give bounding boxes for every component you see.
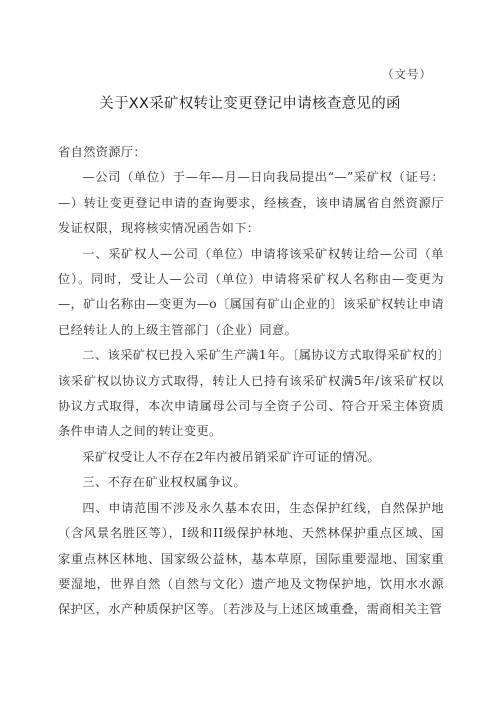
paragraph-section-2: 二、该采矿权已投入采矿生产满1年。〔属协议方式取得采矿权的〕该采矿权以协议方式取得，转让人已持有该采矿权满5年/该采矿权以协议方式取得，本次申请属母公司与全资子公司、符合开采主体资质条件申请人之间的转让变更。	[58, 348, 444, 439]
document-body	[58, 140, 444, 623]
salutation: 省自然资源厅：	[58, 145, 147, 159]
paragraph-intro: —公司（单位）于—年—月—日向我局提出“—”采矿权（证号：—）转让变更登记申请的查询要求，经核查，该申请属省自然资源厅发证权限，现将核实情况函告如下：	[58, 170, 444, 236]
paragraph-section-3: 三、不存在矿业权权属争议。	[82, 475, 247, 490]
document-number: （文号）	[382, 67, 432, 81]
paragraph-transferee-note: 采矿权受让人不存在2年内被吊销采矿许可证的情况。	[82, 449, 381, 464]
paragraph-section-4: 四、申请范围不涉及永久基本农田，生态保护红线，自然保护地（含风景名胜区等），I级和II级保护林地、天然林保护重点区域、国家重点林区林地、国家级公益林，基本草原，国际重要湿地、国家重要湿地，世界自然（自然与文化）遗产地及文物保护地，饮用水水源保护区，水产种质保护区等。〔若涉及与上述区域重叠，需商相关主管	[58, 500, 444, 617]
document-title: 关于XX采矿权转让变更登记申请核查意见的函	[99, 96, 401, 112]
paragraph-section-1: 一、采矿权人—公司（单位）申请将该采矿权转让给—公司（单位）。同时，受让人—公司（单位）申请将采矿权人名称由—变更为—，矿山名称由—变更为—o〔属国有矿山企业的〕该采矿权转让申请已经转让人的上级主管部门（企业）同意。	[58, 246, 444, 337]
